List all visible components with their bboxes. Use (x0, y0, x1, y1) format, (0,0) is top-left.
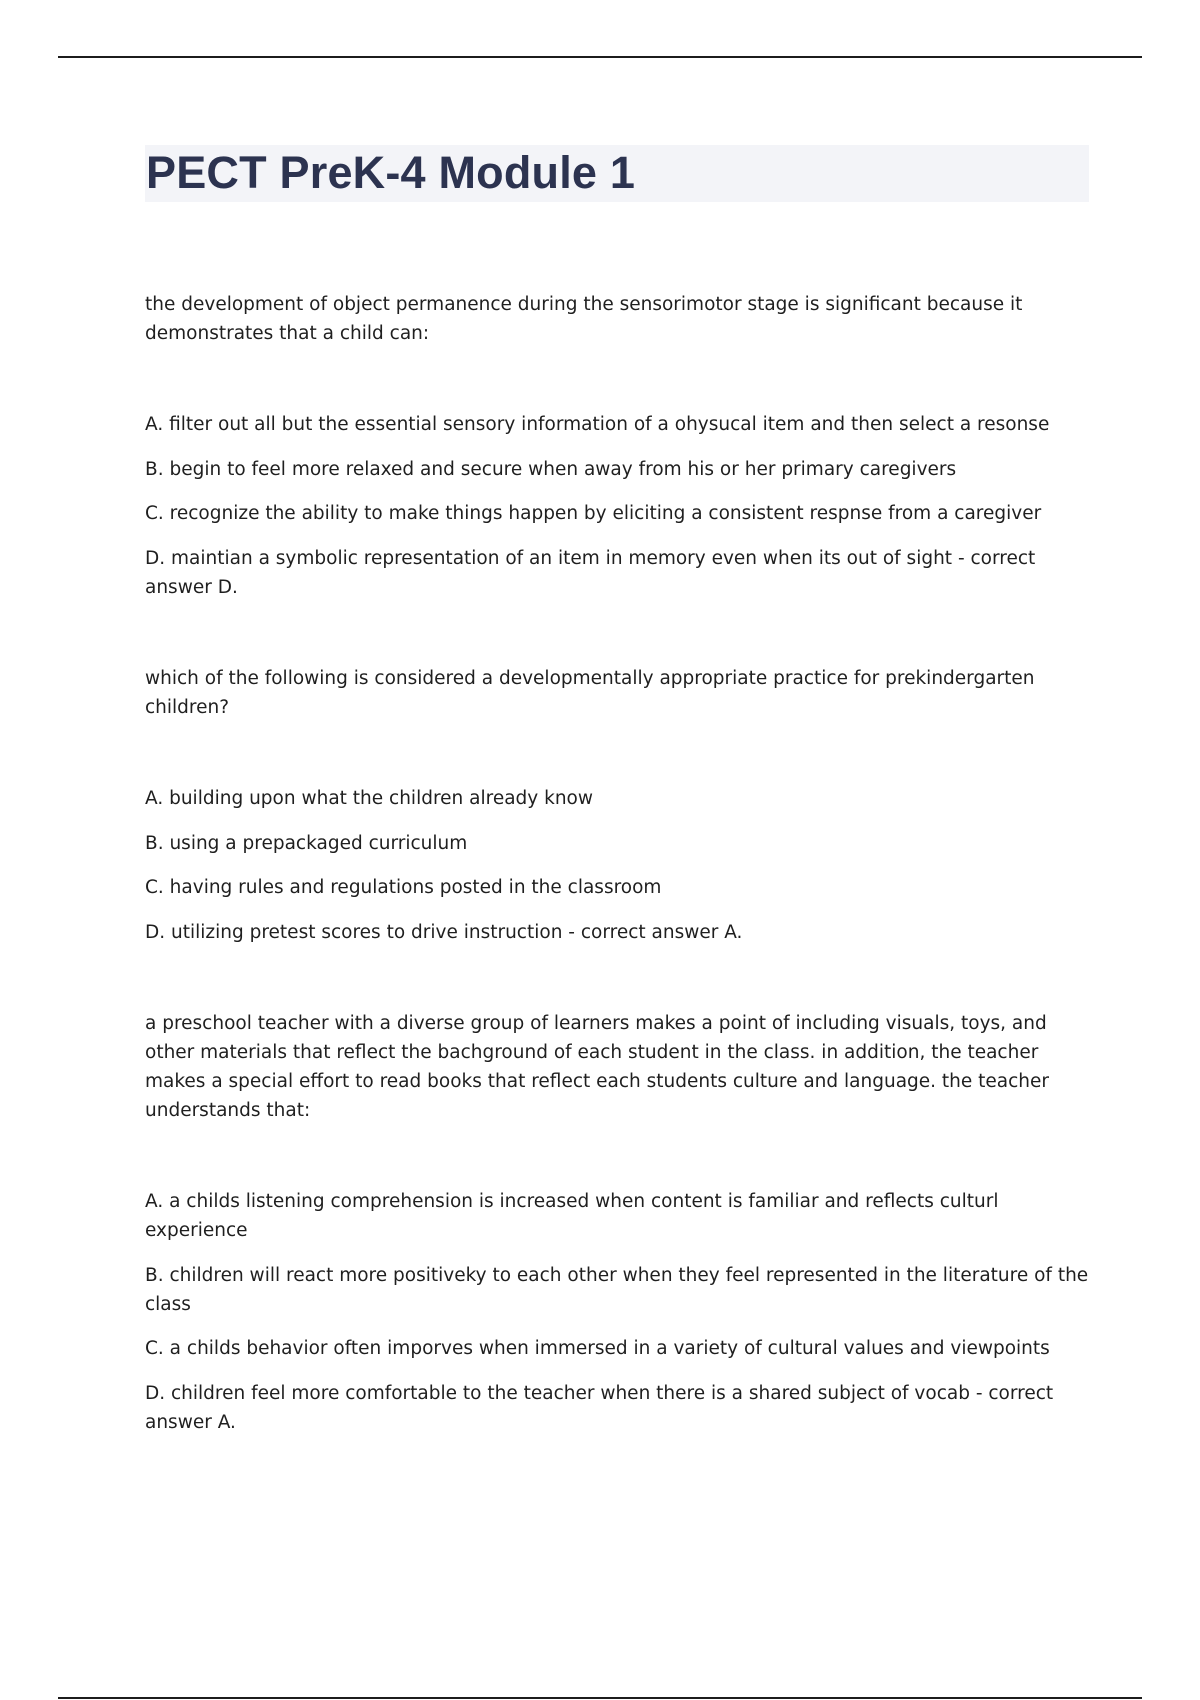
question-prompt: the development of object permanence during the sensorimotor stage is significant because it demonstrates that a child can: (145, 294, 1023, 344)
question-prompt: a preschool teacher with a diverse group of learners makes a point of including visuals, toys, and other materials that reflect the bachground of each student in the class. in addition, the teacher makes a special effort to read books that reflect each students culture and language. the teacher understands that: (145, 1013, 1050, 1121)
question-block-2 (145, 664, 1090, 947)
answer-options (145, 410, 1090, 602)
answer-option: D. maintian a symbolic representation of an item in memory even when its out of sight - correct answer D. (145, 548, 1036, 598)
question-block-1 (145, 290, 1090, 602)
answer-option: A. a childs listening comprehension is increased when content is familiar and reflects culturl experience (145, 1191, 999, 1241)
answer-option: C. having rules and regulations posted in the classroom (145, 877, 662, 898)
document-title: PECT PreK-4 Module 1 (146, 147, 636, 198)
document-body (145, 290, 1090, 1437)
answer-option: A. building upon what the children already know (145, 788, 593, 809)
top-rule (58, 56, 1142, 58)
question-prompt: which of the following is considered a developmentally appropriate practice for prekindergarten children? (145, 668, 1035, 718)
question-block-3 (145, 1009, 1090, 1437)
answer-option: C. a childs behavior often imporves when immersed in a variety of cultural values and viewpoints (145, 1338, 1050, 1359)
answer-option: B. begin to feel more relaxed and secure when away from his or her primary caregivers (145, 459, 957, 480)
answer-option: C. recognize the ability to make things happen by eliciting a consistent respnse from a caregiver (145, 503, 1042, 524)
answer-option: B. using a prepackaged curriculum (145, 833, 468, 854)
answer-option: A. filter out all but the essential sensory information of a ohysucal item and then select a resonse (145, 414, 1050, 435)
answer-options (145, 1187, 1090, 1437)
answer-option: D. children feel more comfortable to the teacher when there is a shared subject of vocab - correct answer A. (145, 1383, 1054, 1433)
bottom-rule (58, 1697, 1142, 1699)
answer-option: B. children will react more positiveky to each other when they feel represented in the literature of the class (145, 1265, 1089, 1315)
answer-options (145, 784, 1090, 947)
answer-option: D. utilizing pretest scores to drive instruction - correct answer A. (145, 922, 743, 943)
